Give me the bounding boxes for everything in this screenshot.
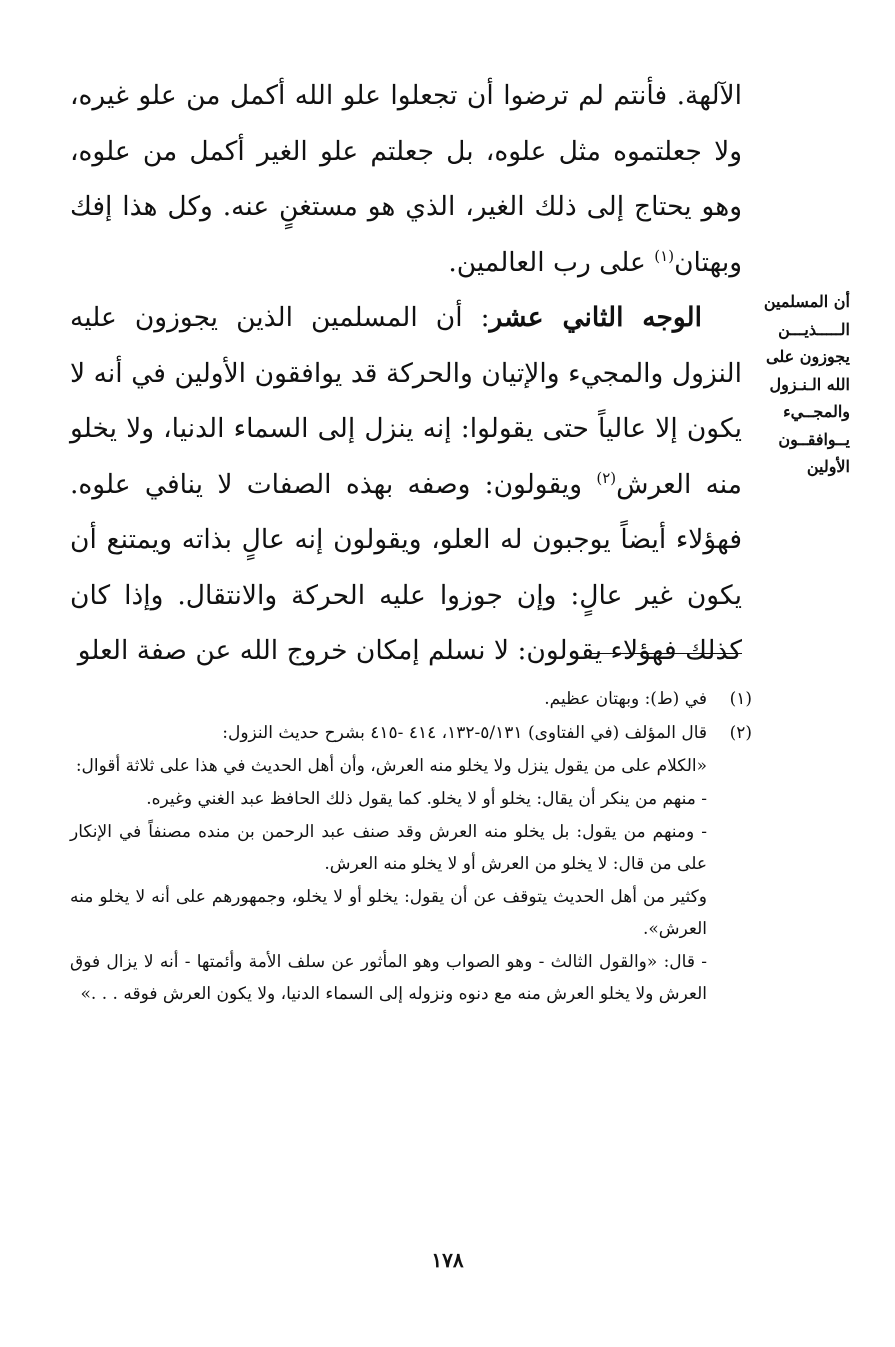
- footnote-line: - ومنهم من يقول: بل يخلو منه العرش وقد صنف عبد الرحمن بن منده مصنفاً في الإنكار على من قال: لا يخلو من العرش أو لا يخلو منه العرش.: [70, 822, 707, 874]
- footnote-1: [70, 683, 752, 715]
- footnote-number: (١): [729, 689, 752, 709]
- paragraph-2: [70, 290, 742, 679]
- paragraph-2-text-b: ويقولون: وصفه بهذه الصفات لا ينافي علوه. فهؤلاء أيضاً يوجبون له العلو، ويقولون إنه عالٍ بذاته ويمتنع أن يكون غير عالٍ: وإن جوزوا عليه الحركة والانتقال. وإذا كان كذلك فهؤلاء يقولون: لا نسلم إمكان خروج الله عن صفة العلو: [70, 468, 742, 666]
- page-number: ١٧٨: [431, 1248, 464, 1272]
- margin-note-line: والمجــيء: [783, 402, 850, 421]
- paragraph-2-text-a: : أن المسلمين الذين يجوزون عليه النزول والمجيء والإتيان والحركة قد يوافقون الأولين في أنه لا يكون إلا عالياً حتى يقولوا: إنه ينزل إلى السماء الدنيا، ولا يخلو منه العرش: [70, 302, 742, 500]
- margin-note-line: يجوزون على: [766, 347, 850, 366]
- footnote-line: - منهم من ينكر أن يقال: يخلو أو لا يخلو. كما يقول ذلك الحافظ عبد الغني وغيره.: [146, 789, 707, 809]
- paragraph-1-text: الآلهة. فأنتم لم ترضوا أن تجعلوا علو الله أكمل من علو غيره، ولا جعلتموه مثل علوه، بل جعلتم علو الغير أكمل من علوه، وهو يحتاج إلى ذلك الغير، الذي هو مستغنٍ عنه. وكل هذا إفك وبهتان: [70, 80, 742, 278]
- main-text: [70, 68, 742, 679]
- margin-note: [764, 288, 850, 481]
- margin-note-line: الـــــذيـــن: [778, 319, 850, 339]
- footnote-line: - قال: «والقول الثالث - وهو الصواب وهو المأثور عن سلف الأمة وأئمتها - أنه لا يزال فوق العرش ولا يخلو العرش منه مع دنوه ونزوله إلى السماء الدنيا، ولا يكون العرش فوقه . . .»: [70, 952, 707, 1004]
- footnote-separator: [590, 653, 742, 654]
- margin-note-line: أن المسلمين: [763, 292, 850, 311]
- margin-note-line: الله الـنـزول: [769, 374, 850, 394]
- margin-note-line: يــوافقــون: [778, 429, 850, 449]
- footnote-ref-1: (١): [654, 246, 675, 265]
- footnote-number: (٢): [729, 723, 752, 743]
- footnote-ref-2: (٢): [596, 468, 617, 487]
- footnote-line: «الكلام على من يقول ينزل ولا يخلو منه العرش، وأن أهل الحديث في هذا على ثلاثة أقوال:: [75, 756, 707, 776]
- footnotes: [70, 683, 752, 1012]
- footnote-2: [70, 717, 752, 1010]
- margin-note-line: الأولين: [806, 457, 850, 476]
- section-heading: الوجه الثاني عشر: [489, 302, 702, 333]
- paragraph-1: [70, 68, 742, 290]
- footnote-line: قال المؤلف (في الفتاوى) ٥/١٣١-١٣٢، ٤١٤ -٤١٥ بشرح حديث النزول:: [222, 723, 707, 743]
- paragraph-1-end: على رب العالمين.: [448, 246, 655, 278]
- footnote-line: وكثير من أهل الحديث يتوقف عن أن يقول: يخلو أو لا يخلو، وجمهورهم على أنه لا يخلو منه العرش».: [70, 887, 707, 939]
- footnote-line: في (ط): وبهتان عظيم.: [544, 689, 707, 709]
